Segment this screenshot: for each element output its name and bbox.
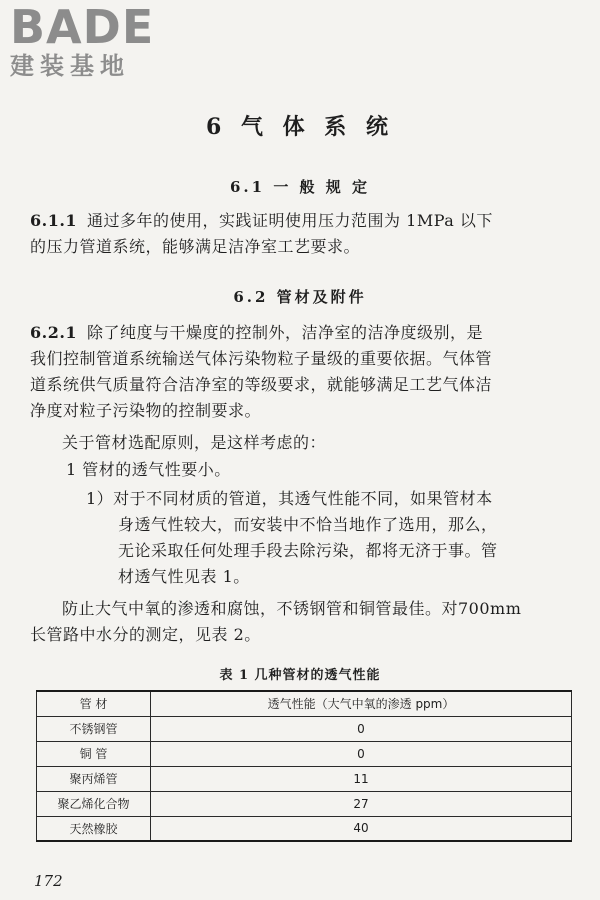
- table-cell-value: 0: [151, 716, 572, 741]
- clause-line: 除了纯度与干燥度的控制外，洁净室的洁净度级别，是: [87, 323, 484, 342]
- clause-line: 通过多年的使用，实践证明使用压力范围为 1MPa 以下: [87, 211, 493, 230]
- list-item-line: 1）对于不同材质的管道，其透气性能不同，如果管材本: [86, 489, 493, 508]
- clause-number: 6.1.1: [30, 211, 78, 230]
- table-1: [36, 690, 572, 842]
- chapter-title: 6 气 体 系 统: [206, 114, 394, 140]
- list-item-1: [66, 457, 231, 483]
- table-row: [37, 791, 572, 816]
- clause-6-1-1: [30, 208, 580, 260]
- table-cell-value: 11: [151, 766, 572, 791]
- table-header-row: [37, 691, 572, 716]
- table-cell-material: 铜 管: [37, 741, 151, 766]
- table-header-permeability: 透气性能（大气中氧的渗透 ppm）: [151, 691, 572, 716]
- table-cell-material: 聚乙烯化合物: [37, 791, 151, 816]
- section-6-1-title: 6.1 一 般 规 定: [230, 178, 370, 196]
- list-item-1-1: [86, 486, 498, 590]
- list-item-line: 身透气性较大，而安装中不恰当地作了选用，那么，: [118, 515, 498, 534]
- table-1-caption: 表 1 几种管材的透气性能: [219, 668, 381, 683]
- list-item-line: 材透气性见表 1。: [118, 567, 250, 586]
- page-number: 172: [34, 872, 63, 890]
- section-6-2-title: 6.2 管材及附件: [233, 288, 367, 306]
- list-item-line: 无论采取任何处理手段去除污染，都将无济于事。管: [118, 541, 498, 560]
- logo-mark: BADE: [10, 0, 155, 54]
- logo: [10, 0, 180, 80]
- list-item-1-text: 1 管材的透气性要小。: [66, 460, 231, 479]
- logo-subtitle: 建装基地: [10, 52, 130, 80]
- clause-6-2-1: [30, 320, 580, 424]
- table-cell-material: 天然橡胶: [37, 816, 151, 841]
- clause-line: 净度对粒子污染物的控制要求。: [30, 401, 262, 420]
- clause-line: 的压力管道系统，能够满足洁净室工艺要求。: [30, 237, 361, 256]
- principle-intro-text: 关于管材选配原则，是这样考虑的：: [62, 433, 327, 452]
- table-row: [37, 741, 572, 766]
- clause-number: 6.2.1: [30, 323, 78, 342]
- table-cell-value: 40: [151, 816, 572, 841]
- clause-line: 我们控制管道系统输送气体污染物粒子量级的重要依据。气体管: [30, 349, 493, 368]
- table-row: [37, 816, 572, 841]
- table-cell-value: 0: [151, 741, 572, 766]
- table-header-material: 管 材: [37, 691, 151, 716]
- clause-line: 道系统供气质量符合洁净室的等级要求，就能够满足工艺气体洁: [30, 375, 493, 394]
- table-cell-material: 不锈钢管: [37, 716, 151, 741]
- table-cell-material: 聚丙烯管: [37, 766, 151, 791]
- closing-paragraph: [30, 596, 590, 648]
- table-cell-value: 27: [151, 791, 572, 816]
- table-row: [37, 716, 572, 741]
- table-row: [37, 766, 572, 791]
- principle-intro: [62, 430, 326, 456]
- closing-line: 长管路中水分的测定，见表 2。: [30, 625, 261, 644]
- closing-line: 防止大气中氧的渗透和腐蚀，不锈钢管和铜管最佳。对700mm: [62, 599, 522, 618]
